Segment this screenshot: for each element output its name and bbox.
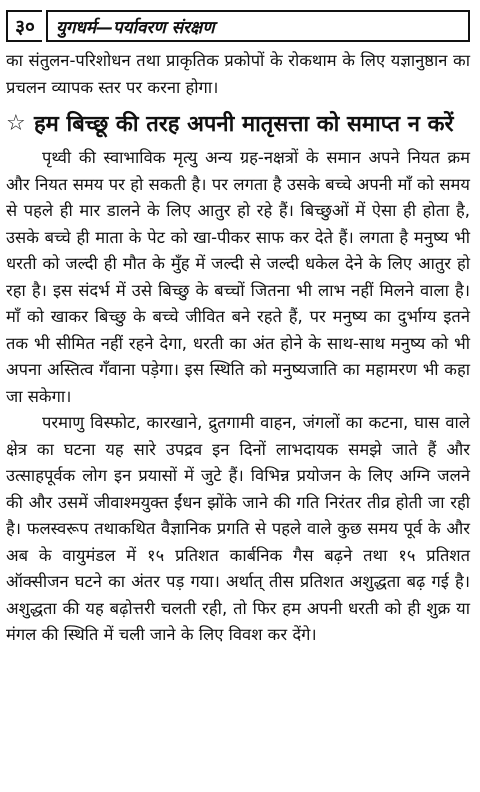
page-number: ३० (6, 10, 42, 42)
body-paragraph-1: पृथ्वी की स्वाभाविक मृत्यु अन्य ग्रह-नक्षत्रों के समान अपने नियत क्रम और नियत समय पर हो सकती है। पर लगता है उसके बच्चे अपनी माँ को समय से पहले ही मार डालने के लिए आतुर हो रहे हैं। बिच्छुओं में ऐसा ही होता है, उसके बच्चे ही माता के पेट को खा-पीकर साफ कर देते हैं। लगता है मनुष्य भी धरती को जल्दी ही मौत के मुँह में जल्दी से जल्दी धकेल देने के लिए आतुर हो रहा है। इस संदर्भ में उसे बिच्छु के बच्चों जितना भी लाभ नहीं मिलने वाला है। माँ को खाकर बिच्छु के बच्चे जीवित बने रहते हैं, पर मनुष्य का दुर्भाग्य इतने तक भी सीमित नहीं रहने देगा, धरती का अंत होने के साथ-साथ मनुष्य को भी अपना अस्तित्व गँवाना पड़ेगा। इस स्थिति को मनुष्यजाति का महामरण भी कहा जा सकेगा। (6, 148, 470, 406)
book-title: युगधर्म—पर्यावरण संरक्षण (46, 10, 470, 42)
star-outline-icon: ☆ (6, 111, 26, 136)
section-heading (6, 109, 470, 141)
intro-paragraph: का संतुलन-परिशोधन तथा प्राकृतिक प्रकोपों के रोकथाम के लिए यज्ञानुष्ठान का प्रचलन व्यापक स्तर पर करना होगा। (6, 51, 470, 97)
running-header (6, 10, 470, 42)
body-paragraph-2: परमाणु विस्फोट, कारखाने, द्रुतगामी वाहन, जंगलों का कटना, घास वाले क्षेत्र का घटना यह सारे उपद्रव इन दिनों लाभदायक समझे जाते हैं और उत्साहपूर्वक लोग इन प्रयासों में जुटे हैं। विभिन्न प्रयोजन के लिए अग्नि जलने की और उसमें जीवाश्मयुक्त ईंधन झोंके जाने की गति निरंतर तीव्र होती जा रही है। फलस्वरूप तथाकथित वैज्ञानिक प्रगति से पहले वाले कुछ समय पूर्व के और अब के वायुमंडल में १५ प्रतिशत कार्बनिक गैस बढ़ने तथा १५ प्रतिशत ऑक्सीजन घटने का अंतर पड़ गया। अर्थात् तीस प्रतिशत अशुद्धता बढ़ गई है। अशुद्धता की यह बढ़ोत्तरी चलती रही, तो फिर हम अपनी धरती को ही शुक्र या मंगल की स्थिति में चली जाने के लिए विवश कर देंगे। (6, 413, 470, 644)
section-heading-text: हम बिच्छू की तरह अपनी मातृसत्ता को समाप्त न करें (34, 112, 454, 137)
